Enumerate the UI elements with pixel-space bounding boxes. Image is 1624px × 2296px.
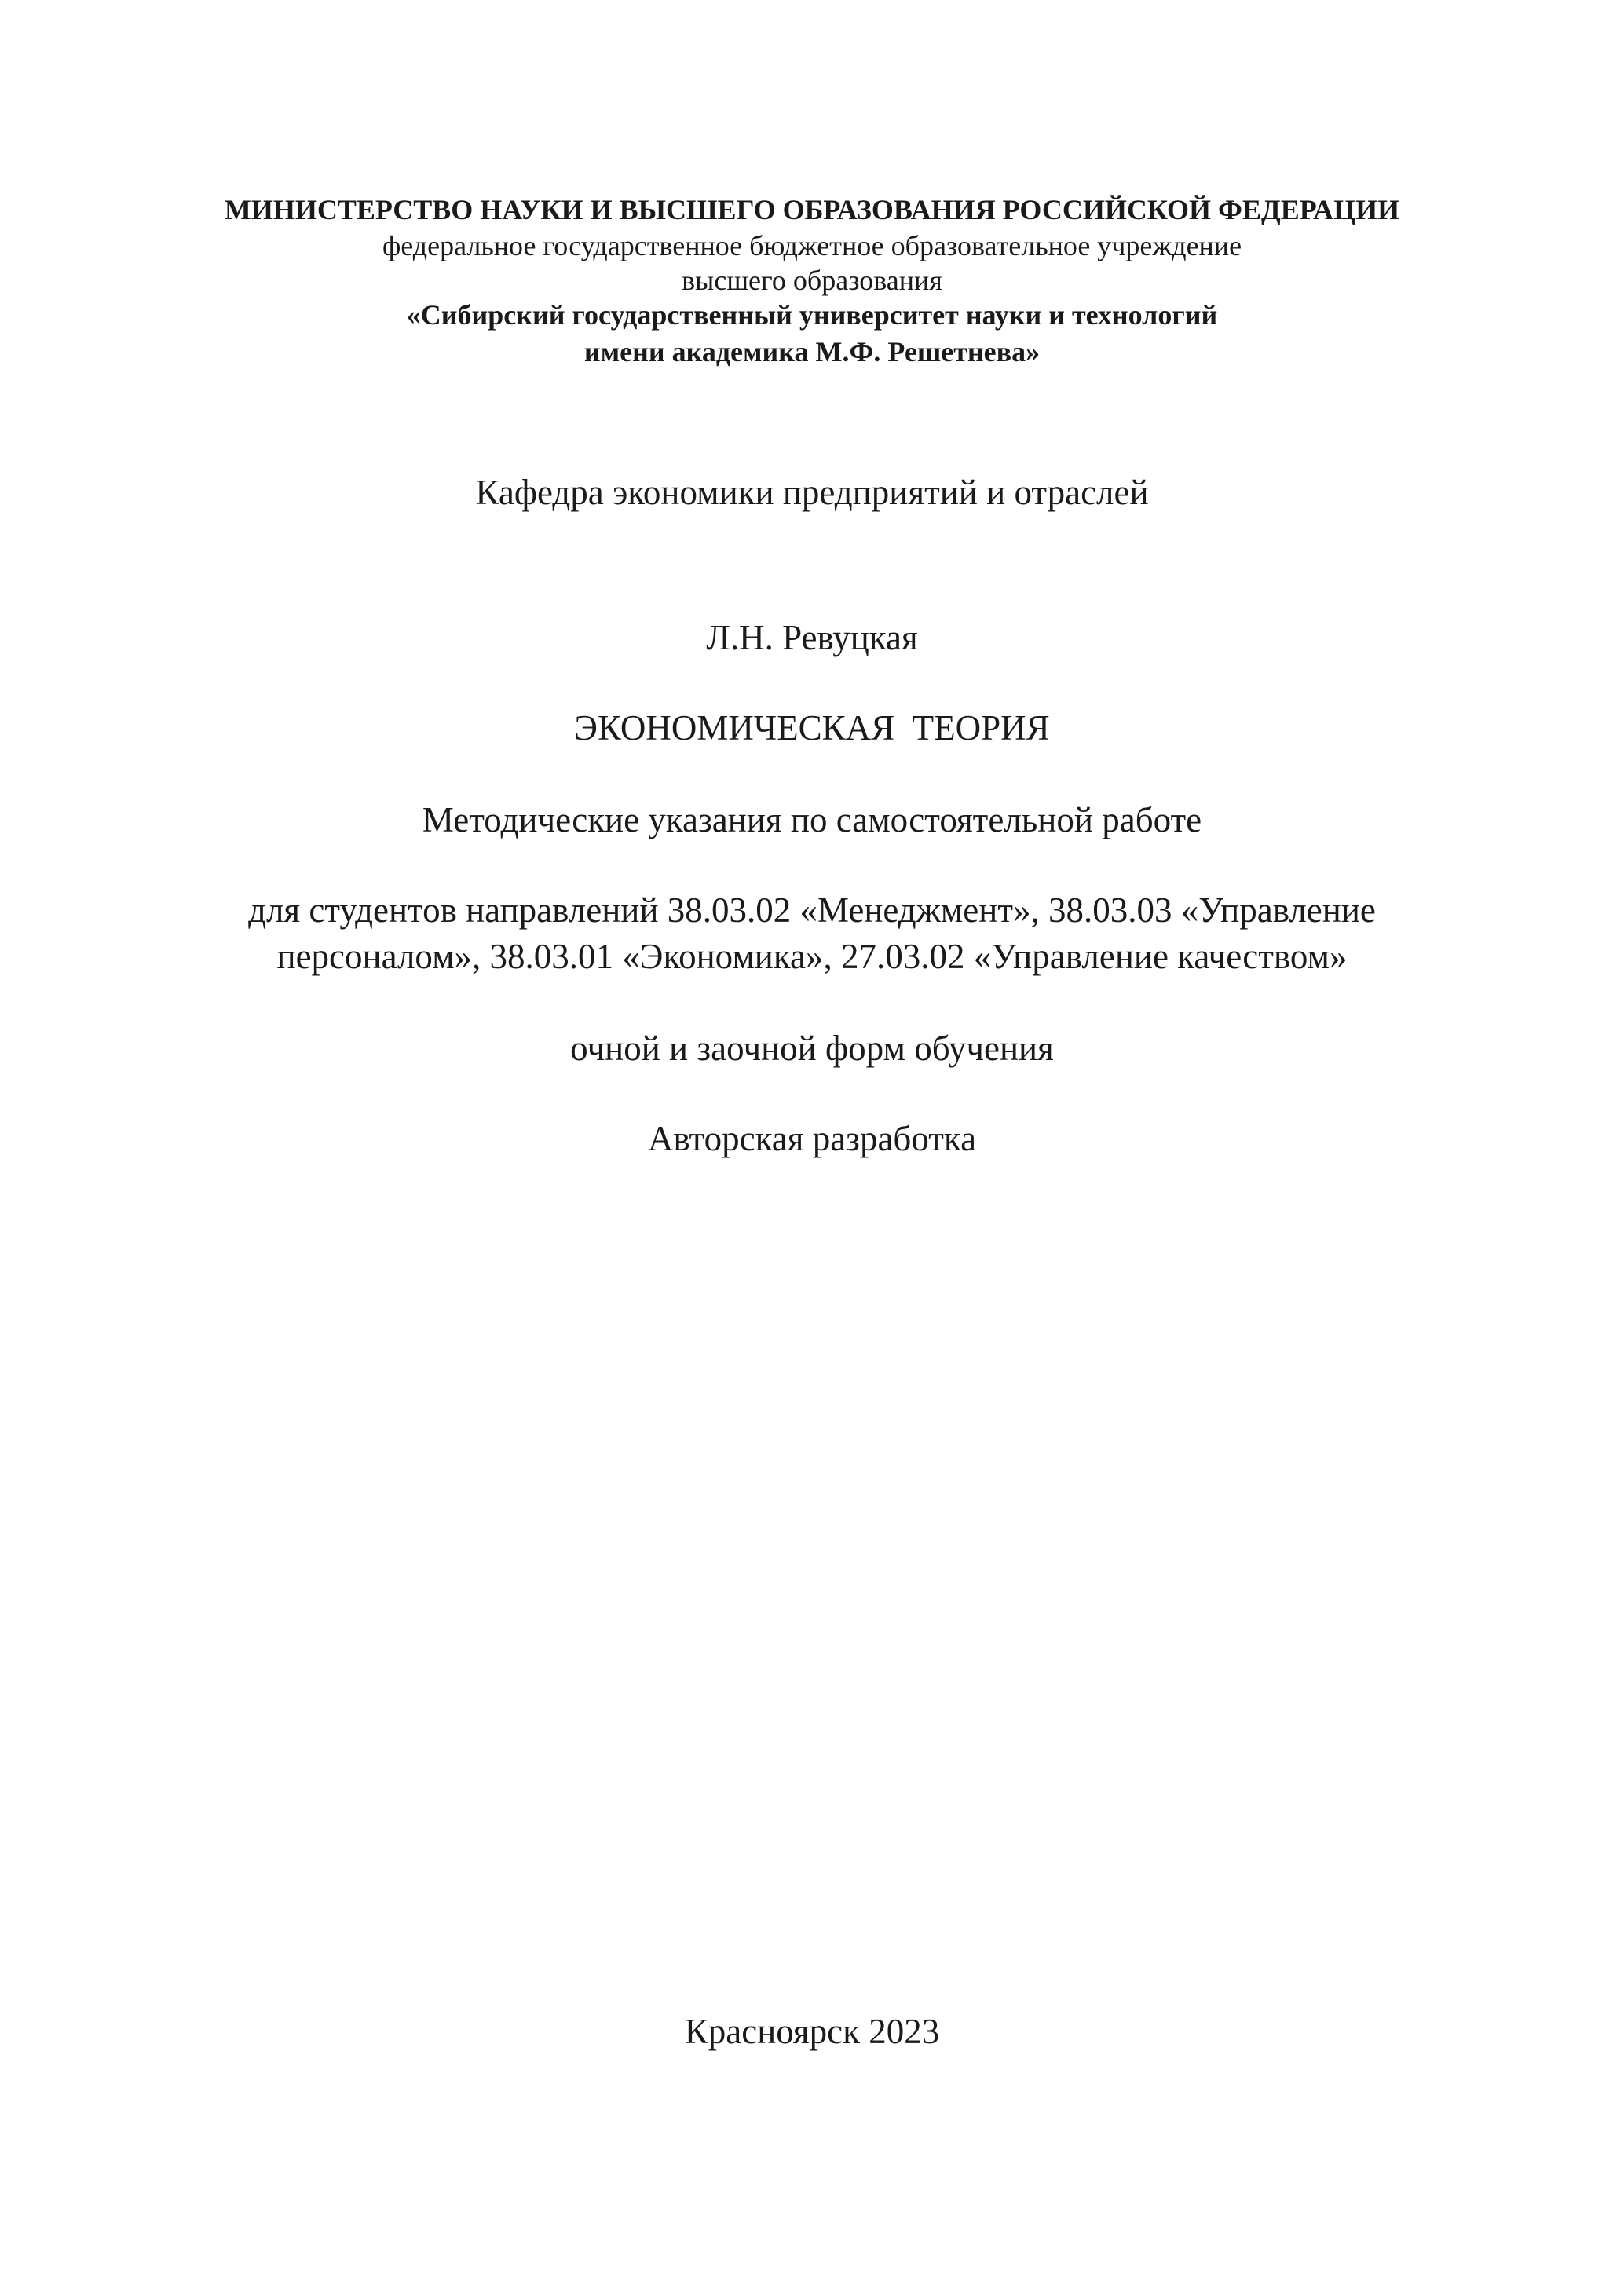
study-forms: очной и заочной форм обучения (570, 1029, 1054, 1068)
institution-type-line-1: федеральное государственное бюджетное образовательное учреждение (382, 230, 1242, 261)
audience-line-1: для студентов направлений 38.03.02 «Менеджмент», 38.03.03 «Управление (248, 890, 1376, 930)
institution-type-line-2: высшего образования (682, 265, 942, 296)
author-name: Л.Н. Ревуцкая (706, 618, 918, 657)
city-year: Красноярск 2023 (684, 2012, 940, 2051)
document-title: ЭКОНОМИЧЕСКАЯ ТЕОРИЯ (574, 708, 1050, 748)
work-type: Авторская разработка (647, 1119, 977, 1158)
audience-line-2: персоналом», 38.03.01 «Экономика», 27.03.02 «Управление качеством» (276, 937, 1348, 976)
department-name: Кафедра экономики предприятий и отраслей (475, 473, 1149, 512)
university-name-line-1: «Сибирский государственный университет науки и технологий (406, 299, 1218, 331)
ministry-name: МИНИСТЕРСТВО НАУКИ И ВЫСШЕГО ОБРАЗОВАНИЯ РОССИЙСКОЙ ФЕДЕРАЦИИ (224, 194, 1400, 225)
document-subtitle: Методические указания по самостоятельной работе (422, 800, 1202, 839)
university-name-line-2: имени академика М.Ф. Решетнева» (583, 336, 1041, 367)
